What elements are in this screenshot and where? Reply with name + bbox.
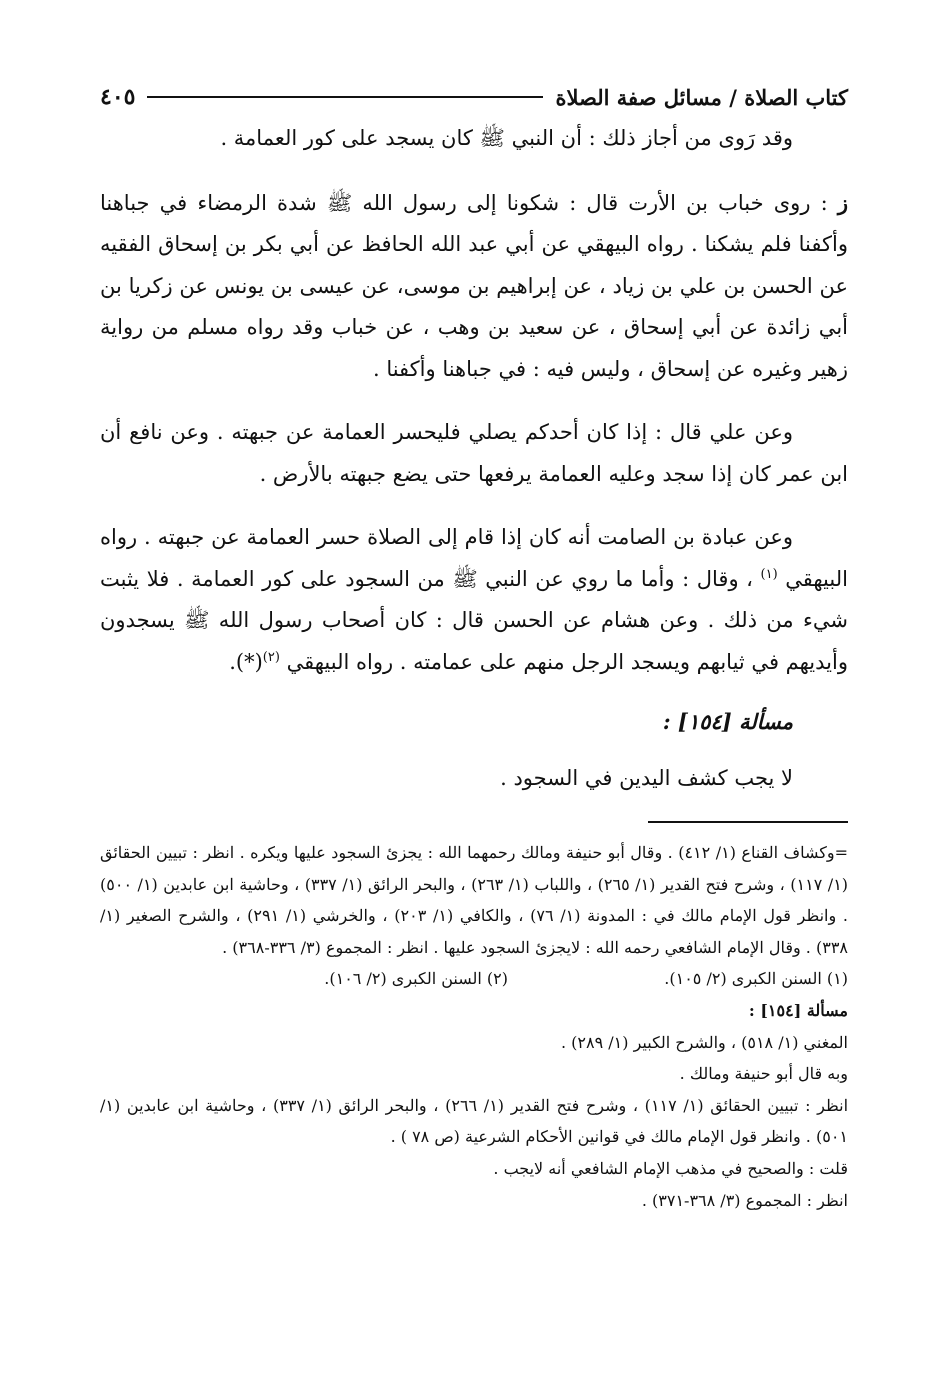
footnote-1: (١) السنن الكبرى (٢/ ١٠٥). <box>664 969 848 989</box>
footnote-separator <box>648 821 848 823</box>
footnote-line-5: انظر : المجموع (٣/ ٣٦٨-٣٧١) . <box>641 1190 848 1210</box>
footnotes <box>100 837 848 1216</box>
book-page <box>100 78 848 1216</box>
paragraph-2-text: : روى خباب بن الأرت قال : شكونا إلى رسول الله ﷺ شدة الرمضاء في جباهنا وأكفنا فلم يشكنا . رواه البيهقي عن أبي عبد الله الحافظ عن أبي بكر بن إسحاق الفقيه عن الحسن بن علي بن زياد ، عن إبراهيم بن موسى، عن عيسى بن يونس عن زكريا بن أبي زائدة عن أبي إسحاق ، عن سعيد بن وهب ، عن خباب وقد رواه مسلم من رواية زهير وغيره عن إسحاق ، وليس فيه : في جباهنا وأكفنا . <box>100 190 848 381</box>
paragraph-2 <box>100 182 848 391</box>
footnote-line-4: قلت : والصحيح في مذهب الإمام الشافعي أنه لايجب . <box>493 1158 848 1178</box>
footnote-line-2: وبه قال أبو حنيفة ومالك . <box>679 1064 848 1084</box>
footnote-line-3: انظر : تبيين الحقائق (١/ ١١٧) ، وشرح فتح القدير (١/ ٢٦٦) ، والبحر الرائق (١/ ٣٣٧) ، وحاشية ابن عابدين (١/ ٥٠١) . وانظر قول الإمام مالك في قوانين الأحكام الشرعية (ص ٧٨ ) . <box>100 1095 849 1147</box>
paragraph-marker: ز <box>837 189 848 215</box>
paragraph-4-part-c: (*). <box>229 649 263 674</box>
header-rule <box>147 96 543 98</box>
main-text <box>100 118 848 683</box>
page-number: ٤٠٥ <box>100 84 136 110</box>
paragraph-4 <box>100 517 848 683</box>
chapter-title: كتاب الصلاة / مسائل صفة الصلاة <box>555 84 848 110</box>
masala-text: لا يجب كشف اليدين في السجود . <box>500 766 793 790</box>
footnote-ref-2: (٢) <box>262 649 280 665</box>
running-header <box>100 78 848 116</box>
footnote-continuation: =وكشاف القناع (١/ ٤١٢) . وقال أبو حنيفة ومالك رحمهما الله : يجزئ السجود عليها ويكره . انظر : تبيين الحقائق (١/ ١١٧) ، وشرح فتح القدير (١/ ٢٦٥) ، واللباب (١/ ٢٦٣) ، والبحر الرائق (١/ ٣٣٧) ، وحاشية ابن عابدين (١/ ٥٠٠) . وانظر قول الإمام مالك في : المدونة (١/ ٧٦) ، والكافي (١/ ٢٠٣) ، والخرشي (١/ ٢٩١) ، والشرح الصغير (١/ ٣٣٨) . وقال الإمام الشافعي رحمه الله : لايجزئ السجود عليها . انظر : المجموع (٣/ ٣٣٦-٣٦٨) . <box>100 843 849 957</box>
footnote-masala-heading: مسألة [١٥٤] : <box>748 1000 848 1020</box>
paragraph-1: وقد رَوى من أجاز ذلك : أن النبي ﷺ كان يسجد على كور العمامة . <box>220 126 793 150</box>
masala-heading: مسألة [١٥٤] : <box>662 709 793 734</box>
footnote-line-1: المغني (١/ ٥١٨) ، والشرح الكبير (١/ ٢٨٩) . <box>560 1032 848 1052</box>
footnote-2: (٢) السنن الكبرى (٢/ ١٠٦). <box>324 969 508 989</box>
paragraph-3: وعن علي قال : إذا كان أحدكم يصلي فليحسر العمامة عن جبهته . وعن نافع أن ابن عمر كان إذا سجد وعليه العمامة يرفعها حتى يضع جبهته بالأرض . <box>100 420 848 486</box>
paragraph-4-part-a: وعن عبادة بن الصامت أنه كان إذا قام إلى الصلاة حسر العمامة عن جبهته . رواه البيهقي <box>100 525 848 591</box>
paragraph-4-part-b: ، وقال : وأما ما روي عن النبي ﷺ من السجود على كور العمامة . فلا يثبت شيء من ذلك . وعن هشام عن الحسن قال : كان أصحاب رسول الله ﷺ يسجدون وأيديهم في ثيابهم ويسجد الرجل منهم على عمامته . رواه البيهقي <box>100 566 848 674</box>
footnote-refs <box>100 963 848 995</box>
footnote-ref-1: (١) <box>760 566 778 582</box>
